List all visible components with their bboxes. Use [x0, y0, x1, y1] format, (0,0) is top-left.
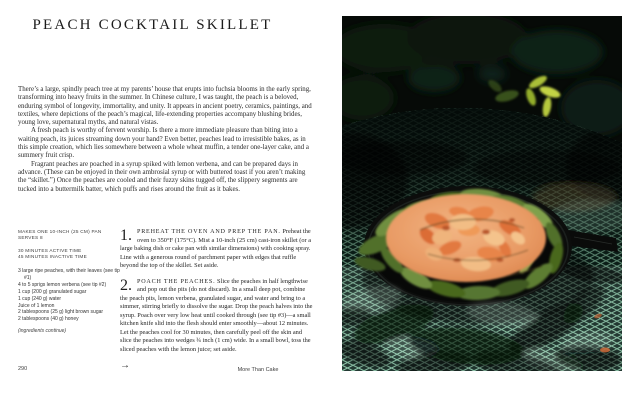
serves-line: SERVES 8	[18, 235, 43, 241]
ingredient-item: 3 large ripe peaches, with their leaves (see tip #1)	[18, 268, 120, 281]
ingredient-item: Juice of 1 lemon	[18, 302, 55, 309]
recipe-step-2	[120, 278, 313, 355]
ingredient-item: 1 cup (200 g) granulated sugar	[18, 288, 87, 295]
ingredients-continue-note: (ingredients continue)	[18, 328, 67, 335]
step-number: 1.	[120, 227, 132, 244]
yield-line: MAKES ONE 10-INCH (25 CM) PAN	[18, 229, 102, 234]
page-title: PEACH COCKTAIL SKILLET	[32, 17, 273, 33]
ingredient-item: 2 tablespoons (40 g) honey	[18, 316, 79, 323]
step-heading: PREHEAT THE OVEN AND PREP THE PAN.	[137, 229, 281, 235]
intro-paragraph-3: Fragrant peaches are poached in a syrup spiked with lemon verbena, and can be prepared days in advance. (These can be enjoyed in their own ambrosial syrup or with buttered toast if you aren’t making the “skillet.”) Once the peaches are cooled and their fuzzy skins tugged off, the slippery segments are tucked into a buttermilk batter, which puffs and rises around the fruit as it bakes.	[18, 160, 306, 193]
inactive-time: 45 MINUTES INACTIVE TIME	[18, 254, 87, 260]
peach-cake	[386, 194, 546, 282]
skillet-photo	[342, 16, 622, 371]
active-time: 30 MINUTES ACTIVE TIME	[18, 247, 82, 253]
intro-paragraph-2: A fresh peach is worthy of fervent worship. Is there a more immediate pleasure than biting into a waiting peach, its juices streaming down your hand? Even better, peaches lead to irresistible bakes, as in this simple creation, which lies somewhere between a whole wheat muffin, a tender one-layer cake, and a summery fruit crisp.	[18, 127, 309, 160]
ingredient-item: 2 tablespoons (25 g) light brown sugar	[18, 309, 104, 316]
intro-text	[18, 86, 313, 194]
continuation-arrow-icon: →	[120, 360, 130, 371]
ingredient-list	[18, 268, 121, 335]
running-footer: More Than Cake	[237, 367, 279, 373]
recipe-meta	[18, 229, 122, 267]
skillet-photo-art	[342, 16, 622, 371]
step-body: Slice the peaches in half lengthwise and pop out the pits (do not discard). In a small deep pot, combine the peach pits, lemon verbena, granulated sugar, and water and bring to a simmer, stirring briefly to dissolve the sugar. Drop the peach halves into the syrup. Poach over very low heat until cooked through (see tip #3)—a small kitchen knife slid into the flesh should enter smoothly—about 12 minutes. Let the peaches cool for 30 minutes, then carefully peel off the skin and slice the peaches into wedges ¾ inch (1 cm) wide. In a small bowl, toss the sliced peaches with the lemon juice; set aside.	[120, 277, 313, 353]
step-body: Preheat the oven to 350°F (175°C). Mist a 10-inch (25 cm) cast-iron skillet (or a large baking dish or cake pan with similar dimensions) with cooking spray. Line with a generous round of parchment paper with edges that ruffle beyond the top of the skillet. Set aside.	[120, 228, 312, 269]
instruction-steps	[120, 228, 313, 371]
step-heading: POACH THE PEACHES.	[137, 278, 216, 285]
ingredient-item: 4 to 5 sprigs lemon verbena (see tip #2)	[18, 281, 107, 288]
page-number: 290	[18, 366, 28, 372]
step-number: 2.	[120, 276, 132, 294]
right-page	[320, 0, 640, 400]
ingredient-item: 1 cup (240 g) water	[18, 295, 62, 302]
recipe-step-1	[120, 228, 313, 271]
intro-paragraph-1: There’s a large, spindly peach tree at my parents’ house that erupts into fuchsia blooms in the early spring, transforming into heavy fruits in the summer. In Chinese culture, I was taught, the peach is a beloved, enduring symbol of longevity, immortality, and unity. It appears in ancient poetry, ceramics, paintings, and textiles, where depictions of the peach’s magical, life-extending properties accompany blushing brides, young love, supernatural myths, and natural vistas.	[18, 86, 312, 127]
